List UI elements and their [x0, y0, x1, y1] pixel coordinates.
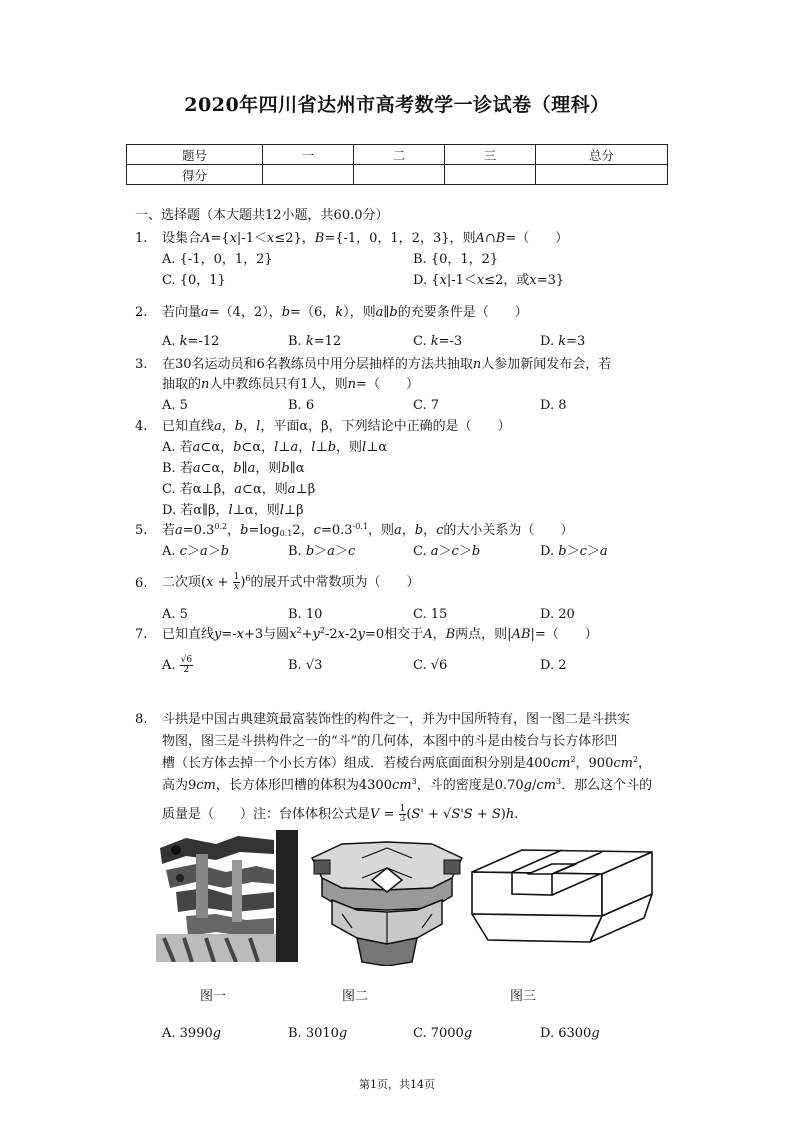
option-d[interactable]: D. {x|-1＜x≤2，或x=3}	[413, 273, 565, 288]
table-cell[interactable]	[445, 165, 536, 185]
question-5-stem: 若$a=0.3^{0.2}$，$b=\log_{0.1}2$，$c=0.3^{-0.1}$，则a，b，c的大小关系为（ ）	[162, 522, 574, 538]
option-d[interactable]: D. k=3	[540, 334, 586, 349]
option-c[interactable]: C. 若α⊥β，a⊂α，则a⊥β	[162, 482, 316, 497]
question-3-line2: 抽取的n人中教练员只有1人，则n=（ ）	[162, 377, 419, 392]
table-cell: 三	[445, 145, 536, 165]
option-a[interactable]: A. k=-12	[162, 334, 220, 349]
figure-1-caption: 图一	[200, 989, 227, 1004]
option-a[interactable]: A. 5	[162, 607, 188, 622]
option-d[interactable]: D. b＞c＞a	[540, 544, 608, 559]
table-cell: 总分	[536, 145, 668, 165]
table-cell[interactable]	[354, 165, 445, 185]
option-c[interactable]: C. a＞c＞b	[413, 544, 481, 559]
option-d[interactable]: D. 若α∥β，l⊥α，则l⊥β	[162, 503, 304, 518]
question-8-line3: 槽（长方体去掉一个小长方体）组成．若棱台两底面面积分别是$400cm^2$，$900cm^2$，	[162, 755, 652, 771]
option-c[interactable]: C. k=-3	[413, 334, 463, 349]
table-cell[interactable]	[536, 165, 668, 185]
question-number: 4.	[135, 419, 148, 434]
option-a[interactable]: A. 5	[162, 398, 188, 413]
option-d[interactable]: D. 8	[540, 398, 567, 413]
dougong-photo-figure-1	[156, 830, 298, 962]
table-row	[127, 165, 668, 185]
option-c[interactable]: C. 7000g	[413, 1026, 473, 1041]
option-b[interactable]: B. b＞a＞c	[288, 544, 356, 559]
option-c[interactable]: C. 15	[413, 607, 448, 622]
question-3-line1: 在30名运动员和6名教练员中用分层抽样的方法共抽取n人参加新闻发布会，若	[162, 357, 612, 372]
question-number: 2.	[135, 305, 148, 320]
table-row	[127, 145, 668, 165]
question-8-line2: 物图，图三是斗拱构件之一的“斗”的几何体，本图中的斗是由棱台与长方体形凹	[162, 734, 618, 749]
question-1-stem: 设集合A={x|-1＜x≤2}，B={-1，0，1，2，3}，则A∩B=（ ）	[162, 231, 569, 246]
question-8-line4: 高为9cm，长方体形凹槽的体积为$4300cm^3$，斗的密度是$0.70g/cm^3$．那么这个斗的	[162, 777, 653, 793]
table-cell: 题号	[127, 145, 263, 165]
option-b[interactable]: B. 10	[288, 607, 323, 622]
table-cell: 二	[354, 145, 445, 165]
question-7-stem: 已知直线y=-x+3与圆$x^2+y^2-2x-2y=0$相交于A，B两点，则|AB|=（ ）	[162, 626, 598, 642]
dou-geometry-figure-3	[468, 838, 654, 968]
option-a[interactable]: A. {-1，0，1，2}	[162, 252, 273, 267]
table-cell: 得分	[127, 165, 263, 185]
question-number: 5.	[135, 523, 148, 538]
option-a[interactable]: A. $\frac{√6}{2}$	[162, 655, 193, 675]
option-d[interactable]: D. 2	[540, 658, 567, 673]
question-8-line1: 斗拱是中国古典建筑最富装饰性的构件之一，并为中国所特有，图一图二是斗拱实	[162, 712, 631, 727]
option-b[interactable]: B. {0，1，2}	[413, 252, 499, 267]
option-a[interactable]: A. c＞a＞b	[162, 544, 230, 559]
option-a[interactable]: A. 若a⊂α，b⊂α，l⊥a，l⊥b，则l⊥α	[162, 440, 388, 455]
dougong-model-figure-2	[302, 838, 472, 966]
question-number: 7.	[135, 627, 148, 642]
option-d[interactable]: D. 20	[540, 607, 575, 622]
question-number: 3.	[135, 357, 148, 372]
option-d[interactable]: D. 6300g	[540, 1026, 600, 1041]
page-title: 2020年四川省达州市高考数学一诊试卷（理科）	[184, 94, 610, 116]
option-b[interactable]: B. 若a⊂α，b∥a，则b∥α	[162, 461, 305, 476]
question-6-stem: 二次项(x + $\frac{1}{x}$ )$^6$的展开式中常数项为（ ）	[162, 572, 420, 592]
option-b[interactable]: B. k=12	[288, 334, 342, 349]
question-number: 8.	[135, 712, 148, 727]
figure-2-caption: 图二	[342, 989, 369, 1004]
question-number: 6.	[135, 576, 148, 591]
option-c[interactable]: C. 7	[413, 398, 440, 413]
option-b[interactable]: B. 3010g	[288, 1026, 348, 1041]
question-2-stem: 若向量a=（4，2），b=（6，k），则a∥b的充要条件是（ ）	[162, 305, 528, 320]
question-4-stem: 已知直线a，b，l，平面α，β，下列结论中正确的是（ ）	[162, 419, 511, 434]
question-8-line5: 质量是（ ）注：台体体积公式是V = $\frac{1}{3}$ (S' + √S'S + S)h.	[162, 804, 519, 824]
table-cell: 一	[263, 145, 354, 165]
table-cell[interactable]	[263, 165, 354, 185]
figure-3-caption: 图三	[510, 989, 537, 1004]
question-number: 1.	[135, 231, 148, 246]
option-c[interactable]: C. {0，1}	[162, 273, 226, 288]
option-c[interactable]: C. √6	[413, 658, 448, 673]
option-a[interactable]: A. 3990g	[162, 1026, 222, 1041]
score-table	[126, 144, 668, 185]
option-b[interactable]: B. √3	[288, 658, 323, 673]
section-heading: 一、选择题（本大题共12小题，共60.0分）	[135, 208, 389, 223]
option-b[interactable]: B. 6	[288, 398, 315, 413]
page-footer: 第1页，共14页	[359, 1078, 435, 1091]
